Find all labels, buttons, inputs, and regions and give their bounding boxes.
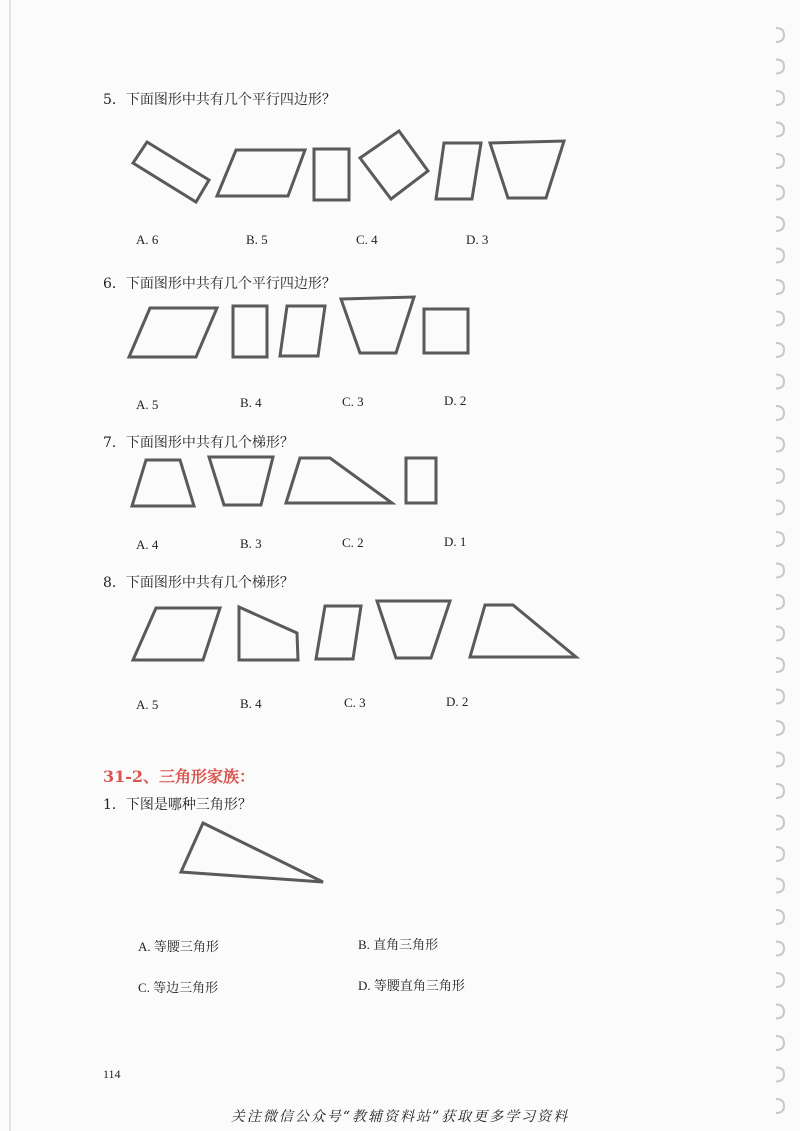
binding-ring	[776, 1005, 784, 1019]
binding-ring	[776, 721, 784, 735]
q5-rotated-square	[360, 131, 428, 199]
binding-ring	[776, 879, 784, 893]
binding-ring	[776, 154, 784, 168]
q5-rectangle	[314, 149, 349, 200]
section-question-1-prompt: 1．下图是哪种三角形？	[103, 797, 252, 813]
question-8-option-b: B. 4	[240, 696, 262, 711]
question-5-prompt: 5．下面图形中共有几个平行四边形？	[103, 92, 336, 108]
q6-trapezoid	[341, 297, 414, 353]
q8-slanted-quadrilateral	[316, 606, 361, 659]
question-5-option-a: A. 6	[136, 232, 159, 247]
question-6-option-d: D. 2	[444, 393, 467, 408]
q5-parallelogram	[217, 150, 305, 196]
q7-right-trapezoid	[286, 458, 392, 503]
page-number: 114	[103, 1067, 121, 1081]
q6-slanted-quadrilateral	[280, 306, 325, 356]
obtuse-triangle	[181, 823, 323, 882]
q8-trapezoid	[377, 601, 450, 658]
question-7-option-c: C. 2	[342, 535, 364, 550]
footer-watermark: 关注微信公众号“教辅资料站”获取更多学习资料	[230, 1109, 570, 1125]
binding-ring	[776, 280, 784, 294]
q5-slanted-quadrilateral	[436, 143, 481, 199]
question-6-option-c: C. 3	[342, 394, 364, 409]
binding-ring	[776, 186, 784, 200]
question-8-shapes	[133, 601, 576, 660]
binding-ring	[776, 438, 784, 452]
binding-ring	[776, 627, 784, 641]
section-question-1-option-c: C. 等边三角形	[138, 980, 219, 995]
q5-trapezoid	[490, 141, 564, 198]
q7-rectangle	[406, 458, 436, 503]
question-7-prompt: 7．下面图形中共有几个梯形？	[103, 435, 294, 451]
binding-ring	[776, 1068, 784, 1082]
binding-ring	[776, 690, 784, 704]
question-7-option-d: D. 1	[444, 534, 467, 549]
section-question-1-option-b: B. 直角三角形	[358, 937, 439, 952]
question-6-option-b: B. 4	[240, 395, 262, 410]
binding-ring	[776, 469, 784, 483]
question-7-option-b: B. 3	[240, 536, 262, 551]
binding-ring	[776, 312, 784, 326]
section-question-1-option-d: D. 等腰直角三角形	[358, 978, 465, 993]
binding-ring	[776, 249, 784, 263]
q7-trapezoid-down	[209, 457, 273, 505]
binding-ring	[776, 91, 784, 105]
question-5-shapes	[133, 131, 564, 202]
q6-square	[424, 309, 468, 353]
question-5-option-d: D. 3	[466, 232, 489, 247]
question-6-prompt: 6．下面图形中共有几个平行四边形？	[103, 276, 336, 292]
binding-ring	[776, 123, 784, 137]
binding-ring	[776, 658, 784, 672]
binding-ring	[776, 910, 784, 924]
binding-ring	[776, 1036, 784, 1050]
q6-parallelogram	[129, 308, 217, 357]
q8-trapezoid-wide	[470, 605, 576, 657]
binding-ring	[776, 595, 784, 609]
question-8-option-c: C. 3	[344, 695, 366, 710]
question-8-option-d: D. 2	[446, 694, 469, 709]
binding-ring	[776, 28, 784, 42]
question-7-option-a: A. 4	[136, 537, 159, 552]
binding-ring	[776, 784, 784, 798]
binding-ring	[776, 406, 784, 420]
q8-right-trapezoid	[239, 607, 298, 660]
q6-rectangle	[233, 306, 267, 357]
binding-ring	[776, 217, 784, 231]
binding-ring	[776, 60, 784, 74]
binding-ring	[776, 942, 784, 956]
question-8-option-a: A. 5	[136, 697, 159, 712]
question-6-option-a: A. 5	[136, 397, 159, 412]
question-5-option-c: C. 4	[356, 232, 378, 247]
binding-ring	[776, 343, 784, 357]
q7-trapezoid-up	[132, 460, 194, 506]
section-title: 31-2、三角形家族：	[103, 767, 256, 786]
binding-ring	[776, 375, 784, 389]
binding-ring	[776, 1099, 784, 1113]
binding-ring	[776, 973, 784, 987]
binding-ring	[776, 532, 784, 546]
question-6-shapes	[129, 297, 468, 357]
section-question-1-option-a: A. 等腰三角形	[138, 939, 219, 954]
binding-ring	[776, 753, 784, 767]
binding-ring	[776, 847, 784, 861]
spiral-binding	[756, 0, 800, 1131]
q8-parallelogram	[133, 608, 220, 660]
question-8-prompt: 8．下面图形中共有几个梯形？	[103, 575, 294, 591]
q5-tilted-rectangle	[133, 142, 209, 202]
binding-ring	[776, 816, 784, 830]
question-5-option-b: B. 5	[246, 232, 268, 247]
binding-ring	[776, 564, 784, 578]
binding-ring	[776, 501, 784, 515]
question-7-shapes	[132, 457, 436, 506]
